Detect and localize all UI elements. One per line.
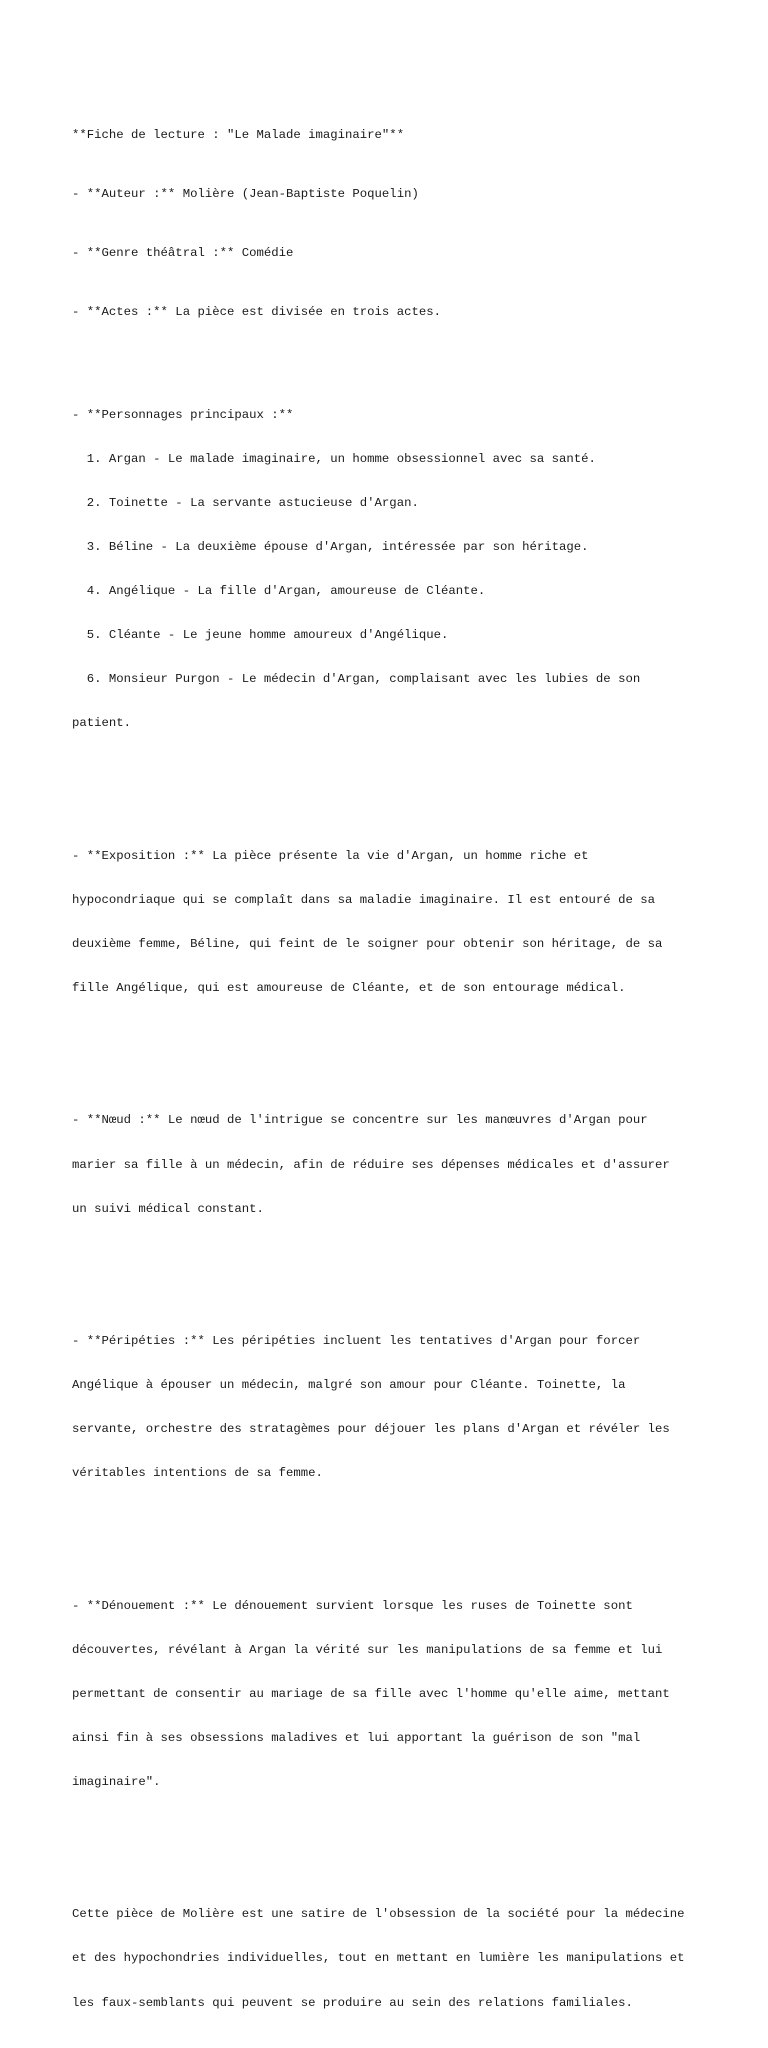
character-item: 4. Angélique - La fille d'Argan, amoureuse de Cléante. xyxy=(72,584,486,599)
denouement-line: ainsi fin à ses obsessions maladives et lui apportant la guérison de son "mal xyxy=(72,1730,641,1745)
document-title: **Fiche de lecture : "Le Malade imaginaire"** xyxy=(72,128,405,143)
noeud-line: un suivi médical constant. xyxy=(72,1201,264,1216)
exposition-paragraph xyxy=(72,819,732,1025)
character-item-continuation: patient. xyxy=(72,716,132,731)
exposition-line: hypocondriaque qui se complaît dans sa maladie imaginaire. Il est entouré de sa xyxy=(72,892,655,907)
noeud-paragraph xyxy=(72,1084,732,1246)
conclusion-paragraph xyxy=(72,1878,732,2040)
conclusion-line: Cette pièce de Molière est une satire de l'obsession de la société pour la médecine xyxy=(72,1907,685,1922)
characters-heading: - **Personnages principaux :** xyxy=(72,407,294,422)
peripeties-line: servante, orchestre des stratagèmes pour déjouer les plans d'Argan et révéler les xyxy=(72,1422,670,1437)
character-item: 2. Toinette - La servante astucieuse d'Argan. xyxy=(72,495,419,510)
denouement-line: imaginaire". xyxy=(72,1775,161,1790)
conclusion-line: et des hypochondries individuelles, tout en mettant en lumière les manipulations et xyxy=(72,1951,685,1966)
conclusion-line: les faux-semblants qui peuvent se produire au sein des relations familiales. xyxy=(72,1995,633,2010)
peripeties-line: véritables intentions de sa femme. xyxy=(72,1466,323,1481)
characters-section xyxy=(72,378,732,760)
noeud-line: - **Nœud :** Le nœud de l'intrigue se concentre sur les manœuvres d'Argan pour xyxy=(72,1113,648,1128)
peripeties-line: - **Péripéties :** Les péripéties incluent les tentatives d'Argan pour forcer xyxy=(72,1333,641,1348)
denouement-line: découvertes, révélant à Argan la vérité sur les manipulations de sa femme et lui xyxy=(72,1642,663,1657)
character-item: 5. Cléante - Le jeune homme amoureux d'Angélique. xyxy=(72,628,449,643)
genre-line: - **Genre théâtral :** Comédie xyxy=(72,246,294,260)
document-body xyxy=(72,99,732,2048)
character-item: 1. Argan - Le malade imaginaire, un homme obsessionnel avec sa santé. xyxy=(72,451,596,466)
character-item: 3. Béline - La deuxième épouse d'Argan, intéressée par son héritage. xyxy=(72,540,589,555)
exposition-line: deuxième femme, Béline, qui feint de le soigner pour obtenir son héritage, de sa xyxy=(72,937,663,951)
exposition-line: fille Angélique, qui est amoureuse de Cléante, et de son entourage médical. xyxy=(72,981,626,996)
exposition-line: - **Exposition :** La pièce présente la vie d'Argan, un homme riche et xyxy=(72,848,589,863)
denouement-line: - **Dénouement :** Le dénouement survient lorsque les ruses de Toinette sont xyxy=(72,1598,633,1613)
author-line: - **Auteur :** Molière (Jean-Baptiste Poquelin) xyxy=(72,187,419,202)
character-item: 6. Monsieur Purgon - Le médecin d'Argan, complaisant avec les lubies de son xyxy=(72,672,641,687)
peripeties-line: Angélique à épouser un médecin, malgré son amour pour Cléante. Toinette, la xyxy=(72,1378,626,1393)
denouement-line: permettant de consentir au mariage de sa fille avec l'homme qu'elle aime, mettant xyxy=(72,1686,670,1701)
noeud-line: marier sa fille à un médecin, afin de réduire ses dépenses médicales et d'assurer xyxy=(72,1157,670,1172)
peripeties-paragraph xyxy=(72,1305,732,1511)
denouement-paragraph xyxy=(72,1569,732,1819)
acts-line: - **Actes :** La pièce est divisée en trois actes. xyxy=(72,304,441,319)
